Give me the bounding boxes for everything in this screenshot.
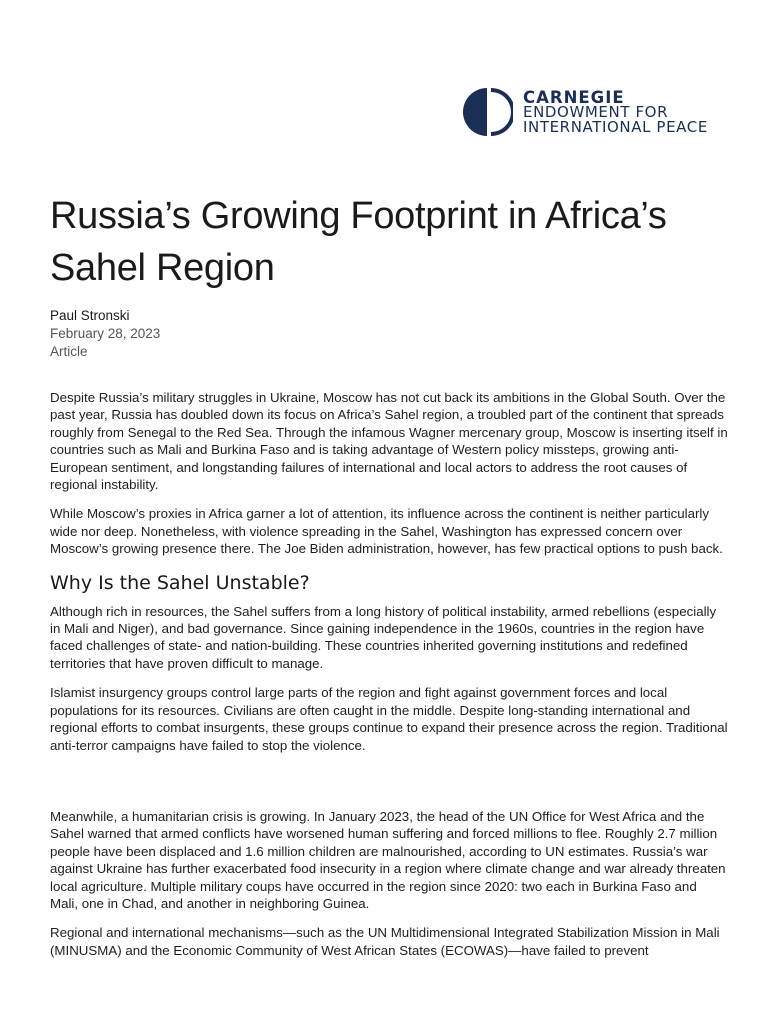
logo-line-1: CARNEGIE <box>523 87 625 107</box>
section-heading: Why Is the Sahel Unstable? <box>50 571 310 594</box>
logo-line-3: INTERNATIONAL PEACE <box>523 117 708 136</box>
section-paragraph-1: Although rich in resources, the Sahel suffers from a long history of political instability, armed rebellions (especially in Mali and Niger), and bad governance. Since gaining independence in the 1960s, countries in the region have faced challenges of state- and nation-building. These countries inherited governing institutions and redefined territories that have proven difficult to manage. <box>50 603 717 671</box>
logo-line-2: ENDOWMENT FOR <box>523 102 669 121</box>
article-body <box>50 389 728 971</box>
carnegie-logo[interactable] <box>461 86 708 138</box>
article-author[interactable]: Paul Stronski <box>50 308 130 323</box>
article-meta <box>50 307 160 361</box>
section-paragraph-2: Islamist insurgency groups control large parts of the region and fight against government forces and local populations for its resources. Civilians are often caught in the middle. Despite long-standing international and regional efforts to combat insurgents, these groups continue to expand their presence across the region. Traditional anti-terror campaigns have failed to stop the violence. <box>50 685 728 753</box>
article-date: February 28, 2023 <box>50 326 161 341</box>
article-title: Russia’s Growing Footprint in Africa’s Sahel Region <box>50 195 667 289</box>
carnegie-half-circle-icon <box>461 86 513 138</box>
paragraph-2: While Moscow’s proxies in Africa garner a lot of attention, its influence across the continent is neither particularly wide nor deep. Nonetheless, with violence spreading in the Sahel, Washington has expressed concern over Moscow’s growing presence there. The Joe Biden administration, however, has few practical options to push back. <box>50 506 723 557</box>
section-gap <box>50 766 728 808</box>
logo-wordmark <box>523 87 708 136</box>
paragraph-1: Despite Russia’s military struggles in Ukraine, Moscow has not cut back its ambitions in the Global South. Over the past year, Russia has doubled down its focus on Africa’s Sahel region, a troubled part of the continent that spreads roughly from Senegal to the Red Sea. Through the infamous Wagner mercenary group, Moscow is inserting itself in countries such as Mali and Burkina Faso and is taking advantage of Western policy missteps, growing anti-European sentiment, and longstanding failures of international and local actors to address the root causes of regional instability. <box>50 390 728 493</box>
article-type: Article <box>50 344 88 359</box>
section-paragraph-3: Meanwhile, a humanitarian crisis is growing. In January 2023, the head of the UN Office for West Africa and the Sahel warned that armed conflicts have worsened human suffering and forced millions to flee. Roughly 2.7 million people have been displaced and 1.6 million children are malnourished, according to UN estimates. Russia’s war against Ukraine has further exacerbated food insecurity in a region where climate change and war already threaten local agriculture. Multiple military coups have occurred in the region since 2020: two each in Burkina Faso and Mali, one in Chad, and another in neighboring Guinea. <box>50 808 726 911</box>
section-paragraph-4: Regional and international mechanisms—such as the UN Multidimensional Integrated Stabilization Mission in Mali (MINUSMA) and the Economic Community of West African States (ECOWAS)—have failed to prevent <box>50 925 720 958</box>
